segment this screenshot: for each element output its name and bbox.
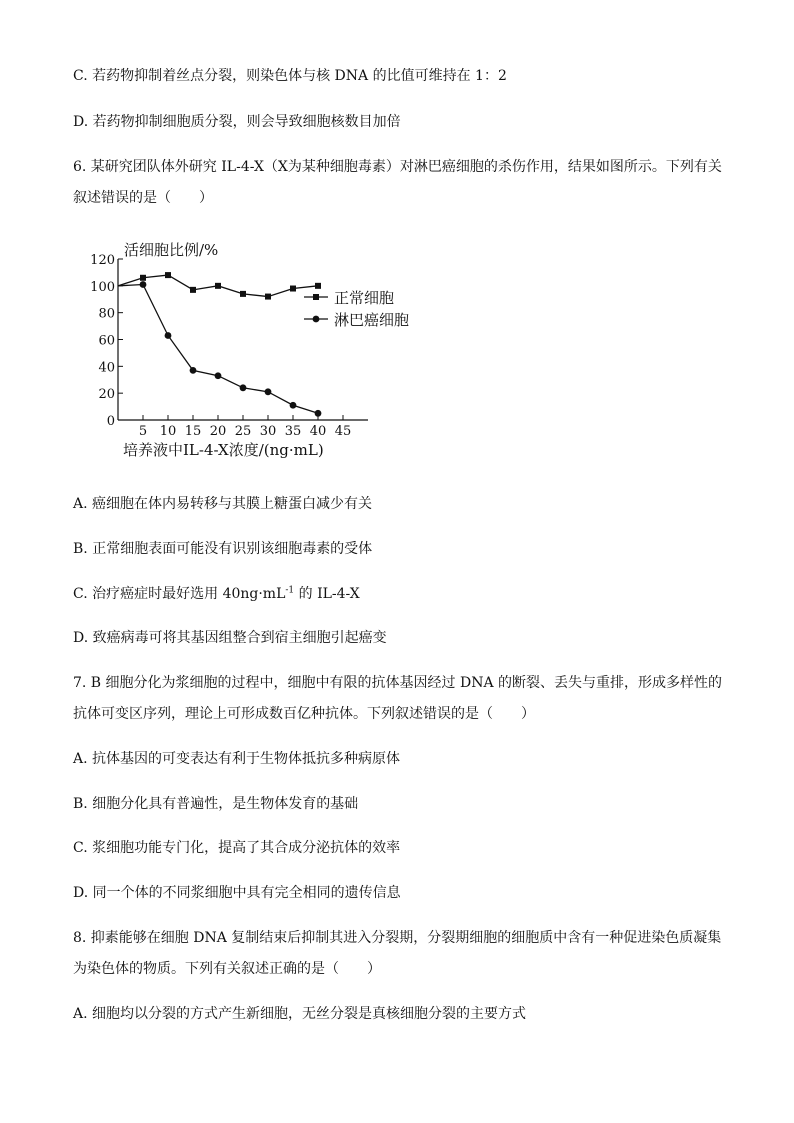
x-tick-label: 5 (138, 424, 148, 439)
option-7c: C. 浆细胞功能专门化，提高了其合成分泌抗体的效率 (73, 840, 401, 856)
series-point-square (290, 286, 296, 292)
option-6b: B. 正常细胞表面可能没有识别该细胞毒素的受体 (73, 541, 373, 557)
option-8a: A. 细胞均以分裂的方式产生新细胞，无丝分裂是真核细胞分裂的主要方式 (73, 1006, 527, 1022)
option-5d: D. 若药物抑制细胞质分裂，则会导致细胞核数目加倍 (73, 114, 401, 130)
option-6c-text: C. 治疗癌症时最好选用 40ng·mL (73, 586, 286, 602)
option-6d: D. 致癌病毒可将其基因组整合到宿主细胞引起癌变 (73, 630, 387, 646)
chart-legend (304, 289, 409, 329)
series-point-square (315, 283, 321, 289)
question-7-stem-line1: 7. B 细胞分化为浆细胞的过程中，细胞中有限的抗体基因经过 DNA 的断裂、丢失与重排，形成多样性的 (73, 675, 723, 691)
series-point-circle (315, 410, 322, 417)
y-tick-label: 20 (98, 387, 115, 403)
legend-marker-square (313, 294, 319, 300)
legend-label-1: 正常细胞 (334, 289, 395, 307)
x-tick-label: 15 (184, 424, 202, 439)
question-8-stem-line2: 为染色体的物质。下列有关叙述正确的是（ ） (73, 961, 381, 977)
series-point-square (190, 287, 196, 293)
chart-ylabel: 活细胞比例/% (124, 241, 219, 259)
question-6-stem-line1: 6. 某研究团队体外研究 IL-4-X（X为某种细胞毒素）对淋巴癌细胞的杀伤作用，结果如图所示。下列有关 (73, 159, 722, 175)
chart-xlabel: 培养液中IL-4-X浓度/(ng·mL) (123, 441, 324, 459)
series-point-circle (240, 384, 247, 391)
legend-label-2: 淋巴癌细胞 (334, 311, 410, 329)
series-point-circle (140, 281, 147, 288)
y-tick-label: 120 (90, 253, 115, 268)
y-tick-label: 40 (98, 360, 115, 376)
y-tick-label: 60 (98, 333, 115, 349)
series-point-circle (265, 388, 272, 395)
x-tick-label: 35 (284, 424, 302, 439)
y-tick-label: 100 (90, 279, 115, 295)
question-7-stem-line2: 抗体可变区序列，理论上可形成数百亿种抗体。下列叙述错误的是（ ） (73, 706, 535, 722)
x-tick-label: 20 (209, 424, 227, 439)
chart-x-ticks (139, 415, 351, 439)
option-7b: B. 细胞分化具有普遍性，是生物体发育的基础 (73, 796, 359, 812)
series-point-square (140, 275, 146, 281)
question-6-stem-line2: 叙述错误的是（ ） (73, 190, 213, 206)
series-point-circle (190, 367, 197, 374)
x-tick-label: 40 (309, 424, 327, 439)
chart-axes (118, 259, 368, 420)
series-point-square (265, 294, 271, 300)
option-7d: D. 同一个体的不同浆细胞中具有完全相同的遗传信息 (73, 885, 401, 901)
series-point-circle (290, 402, 297, 409)
series-point-circle (165, 332, 172, 339)
option-6c-tail: 的 IL-4-X (294, 586, 360, 602)
series-point-square (240, 291, 246, 297)
x-tick-label: 45 (334, 424, 352, 439)
chart-series (118, 272, 321, 417)
option-6c (73, 585, 360, 603)
series-point-square (165, 272, 171, 278)
x-tick-label: 10 (159, 424, 177, 439)
series-line-2 (118, 284, 318, 413)
option-7a: A. 抗体基因的可变表达有利于生物体抵抗多种病原体 (73, 751, 401, 767)
option-6c-exponent: -1 (285, 585, 295, 596)
legend-marker-circle (313, 316, 320, 323)
option-6a: A. 癌细胞在体内易转移与其膜上糖蛋白减少有关 (73, 496, 373, 512)
question-8-stem-line1: 8. 抑素能够在细胞 DNA 复制结束后抑制其进入分裂期，分裂期细胞的细胞质中含有一种促进染色质凝集 (73, 930, 722, 946)
series-point-circle (215, 372, 222, 379)
series-point-square (215, 283, 221, 289)
x-tick-label: 30 (259, 424, 277, 439)
x-tick-label: 25 (234, 424, 252, 439)
y-tick-label: 0 (106, 414, 115, 429)
y-tick-label: 80 (98, 306, 115, 322)
cell-viability-chart (90, 236, 430, 468)
option-5c: C. 若药物抑制着丝点分裂，则染色体与核 DNA 的比值可维持在 1：2 (73, 68, 507, 84)
